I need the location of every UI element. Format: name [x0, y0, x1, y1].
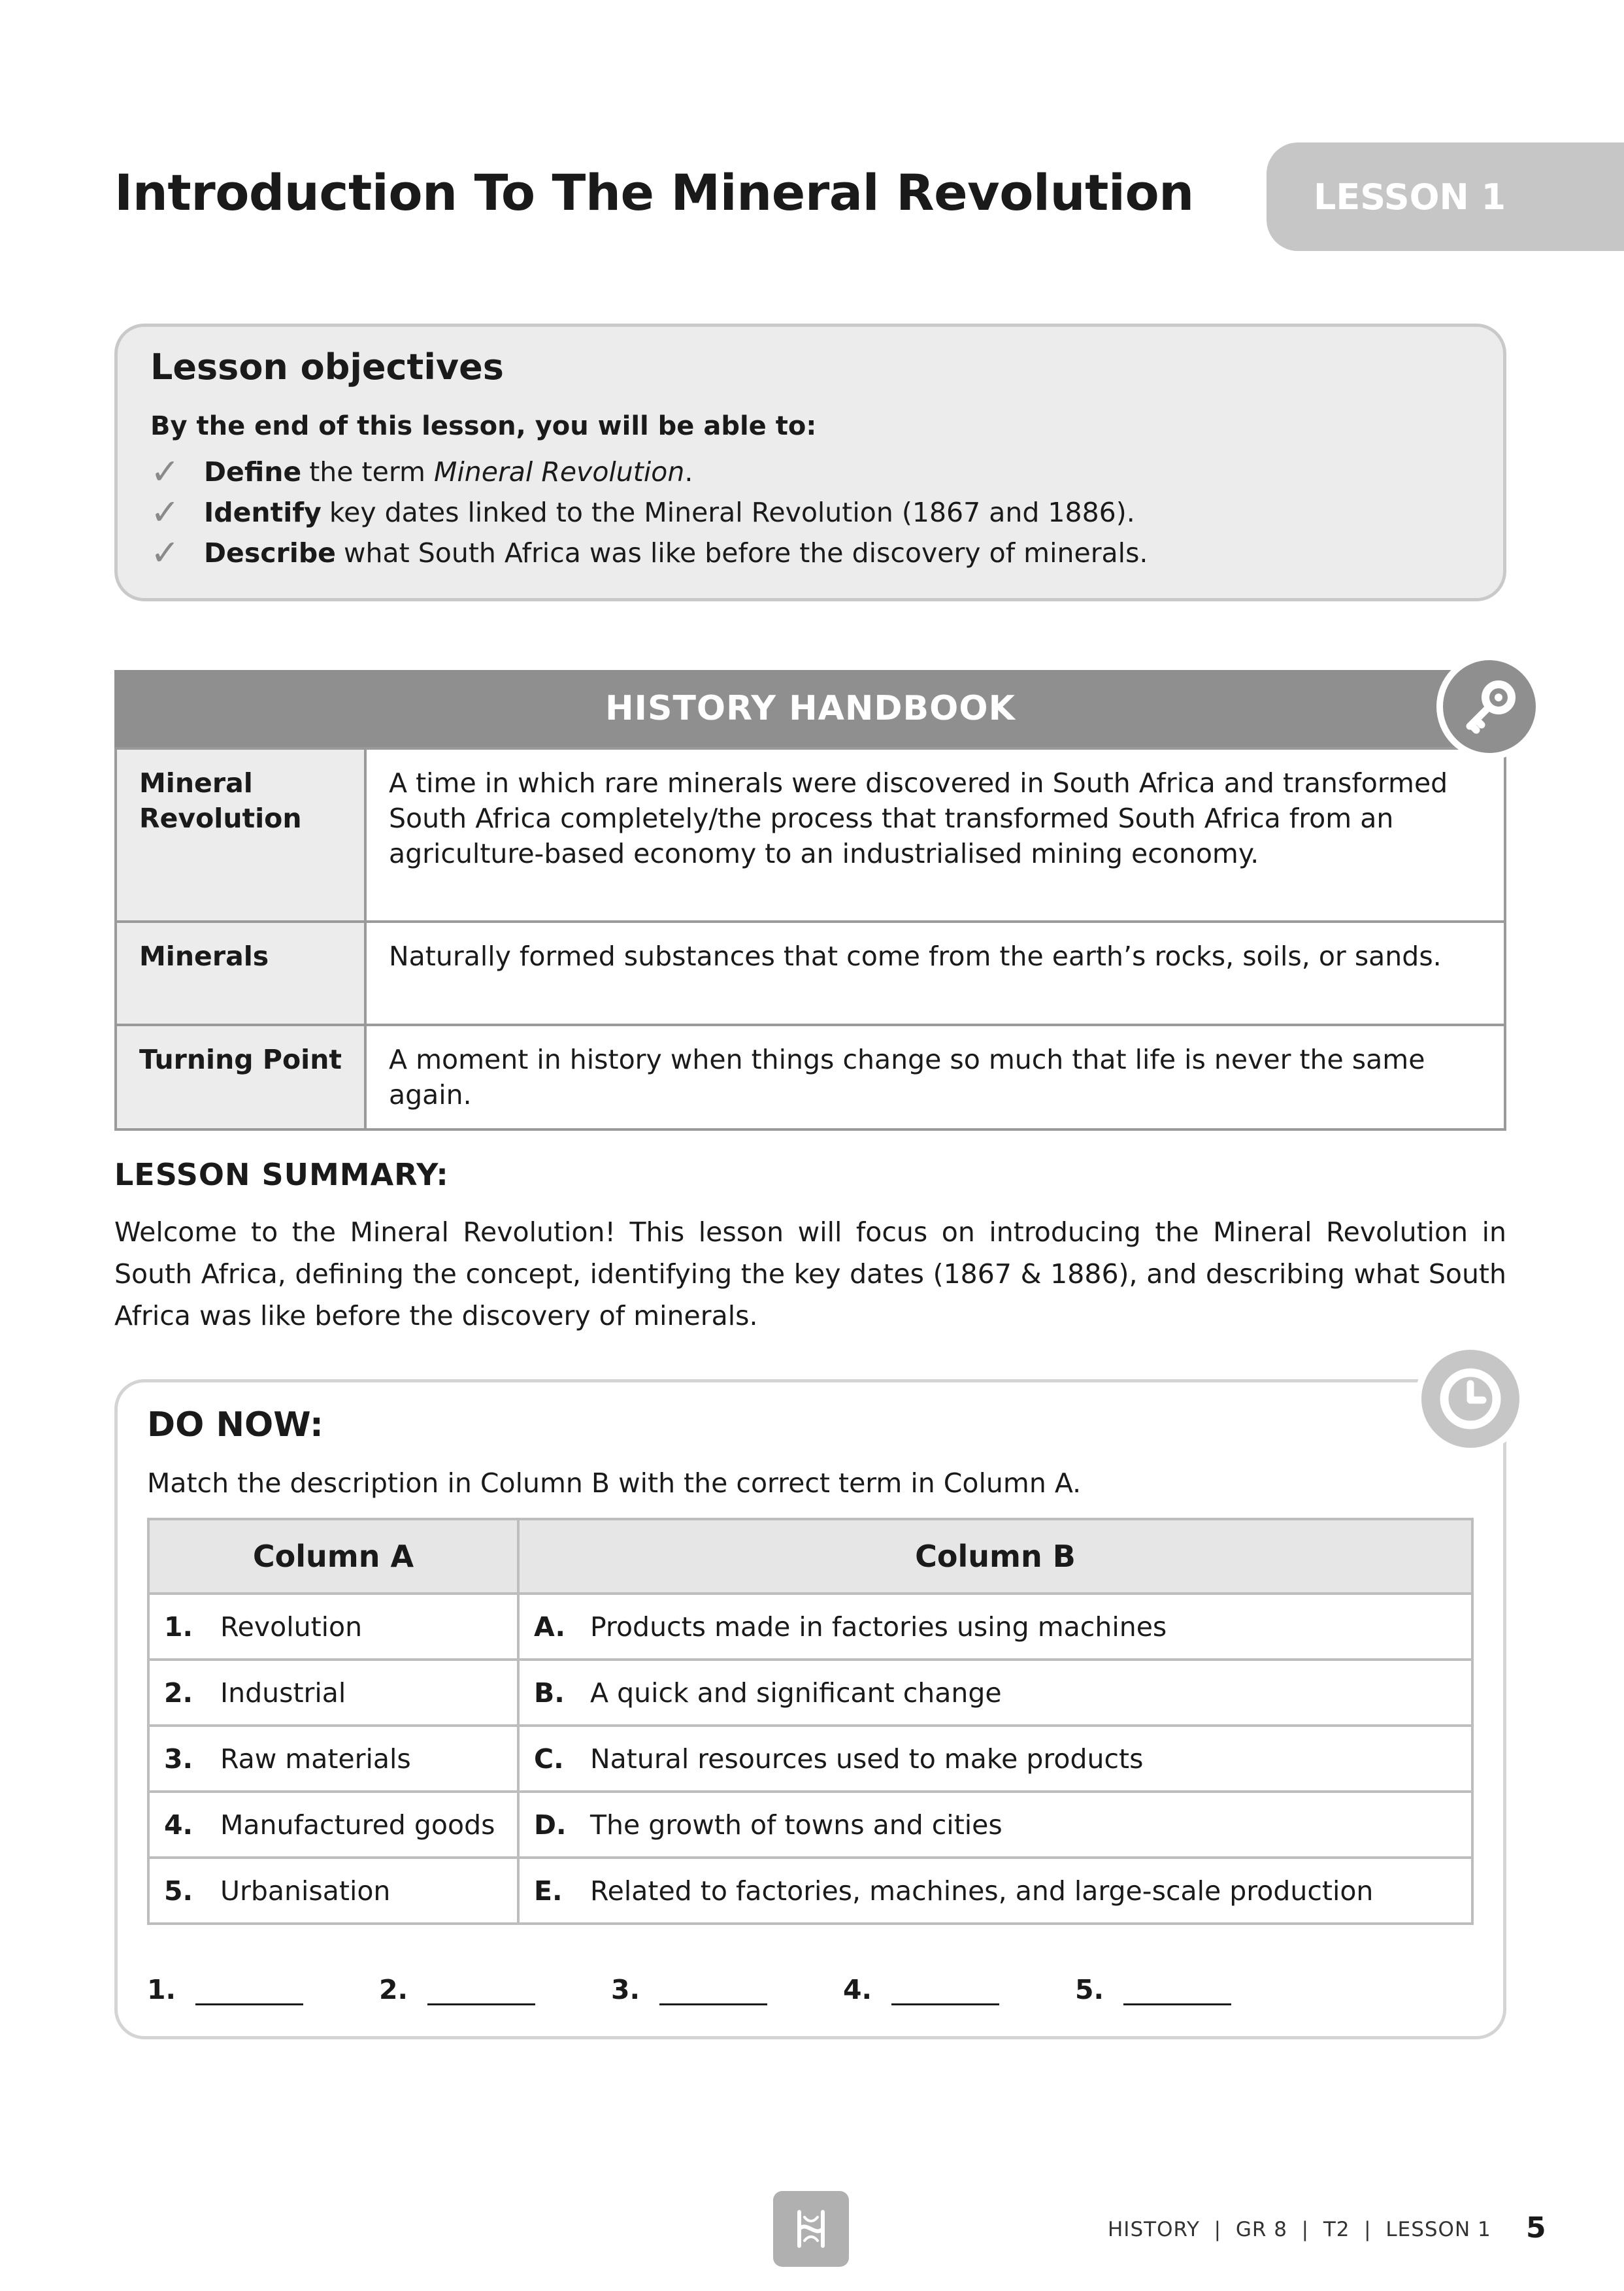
objective-item	[150, 492, 1470, 533]
handbook-term: Minerals	[116, 922, 365, 1025]
column-b-cell	[518, 1660, 1472, 1726]
answer-label: 3.	[611, 1974, 640, 2005]
column-a-cell	[148, 1792, 518, 1858]
objective-text: what South Africa was like before the discovery of minerals.	[343, 537, 1148, 569]
column-b-header: Column B	[518, 1519, 1472, 1594]
answer-label: 1.	[147, 1974, 176, 2005]
table-row	[148, 1792, 1472, 1858]
row-number: 5.	[164, 1875, 193, 1907]
column-a-header: Column A	[148, 1519, 518, 1594]
checkmark-icon: ✓	[150, 451, 180, 492]
answer-label: 2.	[379, 1974, 408, 2005]
column-a-cell	[148, 1726, 518, 1792]
do-now-instruction: Match the description in Column B with the correct term in Column A.	[147, 1467, 1082, 1499]
page-title: Introduction To The Mineral Revolution	[114, 163, 1194, 222]
publisher-logo-icon	[773, 2191, 849, 2267]
term-text: Revolution	[220, 1611, 363, 1643]
row-number: 2.	[164, 1677, 193, 1709]
answer-blank-2[interactable]	[379, 1974, 535, 2005]
checkmark-icon: ✓	[150, 532, 180, 573]
table-row	[148, 1660, 1472, 1726]
lesson-objectives-box	[114, 324, 1506, 601]
term-text: Manufactured goods	[220, 1809, 495, 1841]
answer-label: 4.	[843, 1974, 872, 2005]
objective-text-after: .	[684, 456, 693, 488]
history-handbook	[114, 670, 1506, 1131]
description-text: A quick and significant change	[590, 1677, 1002, 1709]
clock-icon	[1415, 1343, 1526, 1454]
column-b-cell	[518, 1726, 1472, 1792]
lesson-tab	[1267, 142, 1624, 251]
checkmark-icon: ✓	[150, 492, 180, 533]
term-text: Industrial	[220, 1677, 346, 1709]
footer-course-info: HISTORY | GR 8 | T2 | LESSON 1	[1108, 2218, 1491, 2241]
lesson-tab-label: LESSON 1	[1314, 176, 1506, 218]
objective-verb: Define	[204, 456, 302, 488]
handbook-definition: A moment in history when things change so much that life is never the same again.	[365, 1025, 1505, 1129]
table-row	[148, 1594, 1472, 1660]
column-b-cell	[518, 1792, 1472, 1858]
answer-blank-5[interactable]	[1075, 1974, 1231, 2005]
handbook-term: Turning Point	[116, 1025, 365, 1129]
answer-line[interactable]	[891, 1976, 999, 2005]
handbook-term: Mineral Revolution	[116, 748, 365, 922]
row-letter: B.	[534, 1677, 565, 1709]
table-row	[148, 1726, 1472, 1792]
key-icon	[1436, 654, 1542, 760]
handbook-table	[114, 747, 1506, 1131]
row-number: 3.	[164, 1743, 193, 1775]
objective-emphasis: Mineral Revolution	[433, 456, 685, 488]
summary-heading: LESSON SUMMARY:	[114, 1157, 449, 1192]
answer-line[interactable]	[427, 1976, 535, 2005]
column-a-cell	[148, 1660, 518, 1726]
answer-blank-4[interactable]	[843, 1974, 999, 2005]
row-letter: C.	[534, 1743, 564, 1775]
description-text: Products made in factories using machines	[590, 1611, 1167, 1643]
objectives-intro: By the end of this lesson, you will be able to:	[150, 411, 817, 441]
column-a-cell	[148, 1858, 518, 1924]
objectives-heading: Lesson objectives	[150, 346, 504, 388]
description-text: Natural resources used to make products	[590, 1743, 1144, 1775]
handbook-definition: Naturally formed substances that come from the earth’s rocks, soils, or sands.	[365, 922, 1505, 1025]
table-row	[116, 748, 1505, 922]
objective-item	[150, 452, 1470, 492]
row-letter: A.	[534, 1611, 566, 1643]
page-number: 5	[1526, 2211, 1546, 2245]
term-text: Urbanisation	[220, 1875, 391, 1907]
objective-verb: Describe	[204, 537, 336, 569]
table-header-row	[148, 1519, 1472, 1594]
answer-blank-1[interactable]	[147, 1974, 303, 2005]
objectives-list	[150, 452, 1470, 573]
do-now-heading: DO NOW:	[147, 1405, 323, 1445]
row-number: 1.	[164, 1611, 193, 1643]
row-letter: E.	[534, 1875, 563, 1907]
column-b-cell	[518, 1594, 1472, 1660]
table-row	[116, 922, 1505, 1025]
answer-label: 5.	[1075, 1974, 1104, 2005]
table-row	[148, 1858, 1472, 1924]
term-text: Raw materials	[220, 1743, 411, 1775]
objective-text: key dates linked to the Mineral Revolution (1867 and 1886).	[329, 497, 1135, 528]
table-row	[116, 1025, 1505, 1129]
column-a-cell	[148, 1594, 518, 1660]
column-b-cell	[518, 1858, 1472, 1924]
objective-text: the term	[309, 456, 434, 488]
answer-line[interactable]	[659, 1976, 767, 2005]
summary-text: Welcome to the Mineral Revolution! This lesson will focus on introducing the Mineral Revolution in South Africa, defining the concept, identifying the key dates (1867 & 1886), and describing what South Africa was like before the discovery of minerals.	[114, 1216, 1506, 1331]
objective-verb: Identify	[204, 497, 322, 528]
handbook-definition: A time in which rare minerals were discovered in South Africa and transformed South Africa completely/the process that transformed South Africa from an agriculture-based economy to an industrialised mining economy.	[365, 748, 1505, 922]
handbook-heading: HISTORY HANDBOOK	[114, 670, 1506, 747]
answer-line[interactable]	[1123, 1976, 1231, 2005]
description-text: Related to factories, machines, and large-scale production	[590, 1875, 1374, 1907]
answer-blank-3[interactable]	[611, 1974, 767, 2005]
row-letter: D.	[534, 1809, 567, 1841]
objective-item	[150, 533, 1470, 573]
answer-line[interactable]	[195, 1976, 303, 2005]
description-text: The growth of towns and cities	[590, 1809, 1003, 1841]
matching-table	[147, 1518, 1474, 1925]
row-number: 4.	[164, 1809, 193, 1841]
